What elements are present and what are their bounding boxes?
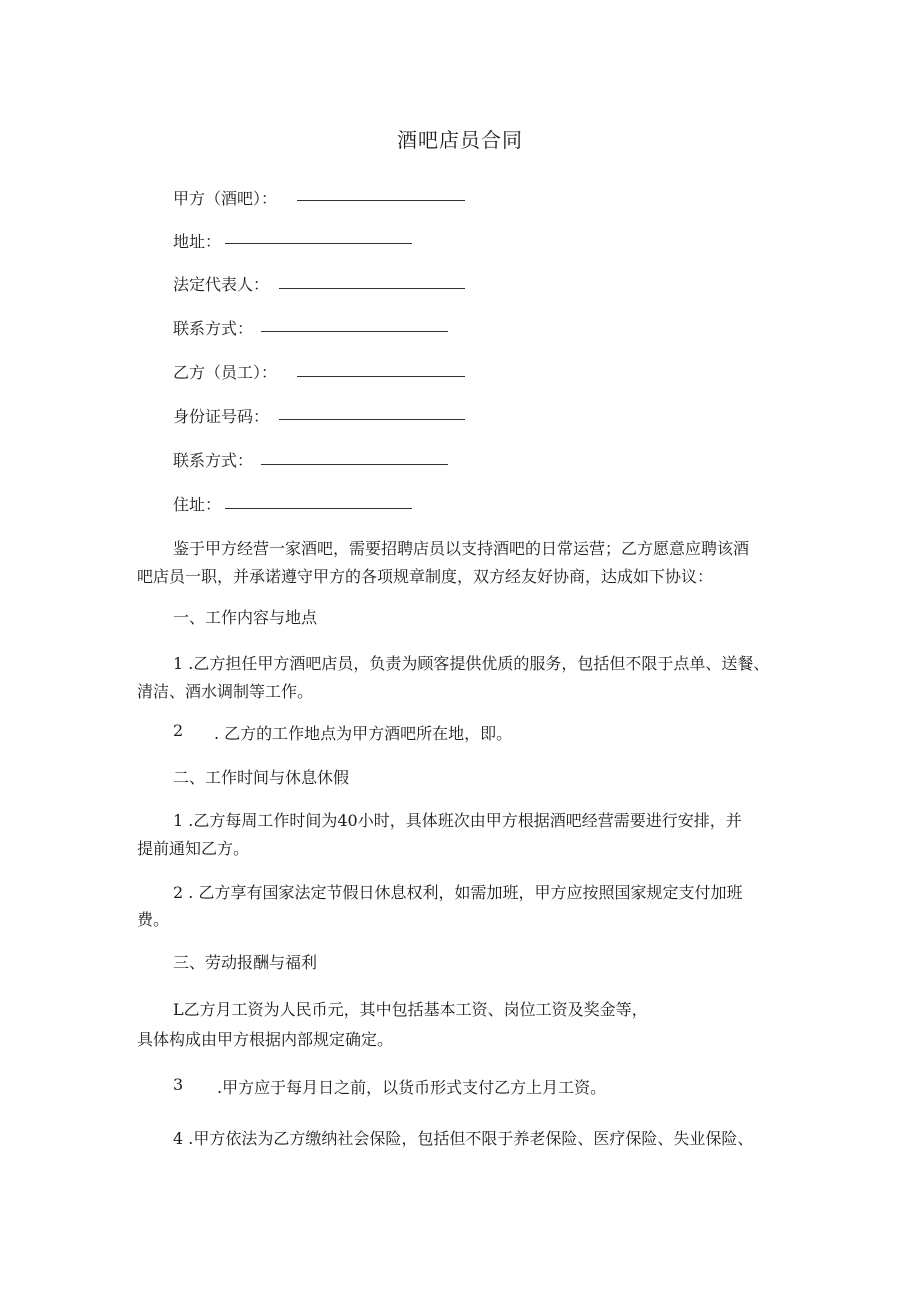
blank-line [279, 419, 465, 420]
field-address [173, 229, 221, 251]
field-label: 联系方式： [173, 319, 254, 338]
field-party-b [173, 360, 277, 382]
section-heading: 二、工作时间与休息休假 [173, 768, 350, 787]
blank-line [225, 243, 412, 244]
blank-line [279, 288, 465, 289]
clause-line: 费。 [137, 910, 170, 929]
clause-line: 具体构成由甲方根据内部规定确定。 [137, 1030, 394, 1049]
field-contact-b [173, 448, 253, 470]
clause-line: 提前通知乙方。 [137, 839, 250, 858]
document-title: 酒吧店员合同 [397, 128, 523, 152]
clause-number: 3 [173, 1075, 184, 1094]
blank-line [297, 200, 465, 201]
clause-line: 1 .乙方担任甲方酒吧店员，负责为顾客提供优质的服务，包括但不限于点单、送餐、 [173, 654, 770, 673]
blank-line [297, 376, 465, 377]
blank-line [261, 464, 448, 465]
field-label: 身份证号码： [173, 407, 270, 426]
clause-line: 1 .乙方每周工作时间为40小时，具体班次由甲方根据酒吧经营需要进行安排，并 [173, 811, 742, 830]
field-party-a [173, 186, 277, 208]
clause-line: . 乙方的工作地点为甲方酒吧所在地，即。 [214, 724, 513, 743]
field-label: 住址： [173, 495, 222, 514]
field-label: 联系方式： [173, 451, 254, 470]
blank-line [261, 331, 448, 332]
clause-line: 2 . 乙方享有国家法定节假日休息权利，如需加班，甲方应按照国家规定支付加班 [173, 883, 743, 902]
field-label: 地址： [173, 232, 222, 251]
section-heading: 三、劳动报酬与福利 [173, 953, 318, 972]
clause-line: .甲方应于每月日之前，以货币形式支付乙方上月工资。 [217, 1078, 607, 1097]
clause-line: 4 .甲方依法为乙方缴纳社会保险，包括但不限于养老保险、医疗保险、失业保险、 [173, 1129, 754, 1148]
field-residence [173, 492, 221, 514]
field-label: 甲方（酒吧）： [173, 189, 278, 208]
clause-number: 2 [173, 721, 184, 740]
field-label: 法定代表人： [173, 275, 270, 294]
clause-line: 清洁、酒水调制等工作。 [137, 682, 314, 701]
blank-line [225, 508, 412, 509]
field-label: 乙方（员工）： [173, 363, 278, 382]
preamble-line: 吧店员一职，并承诺遵守甲方的各项规章制度，双方经友好协商，达成如下协议： [137, 567, 714, 586]
field-id-number [173, 404, 269, 426]
field-legal-rep [173, 272, 269, 294]
preamble-line: 鉴于甲方经营一家酒吧，需要招聘店员以支持酒吧的日常运营；乙方愿意应聘该酒 [173, 539, 750, 558]
clause-line: L乙方月工资为人民币元，其中包括基本工资、岗位工资及奖金等， [173, 1000, 648, 1019]
section-heading: 一、工作内容与地点 [173, 608, 318, 627]
field-contact-a [173, 316, 253, 338]
